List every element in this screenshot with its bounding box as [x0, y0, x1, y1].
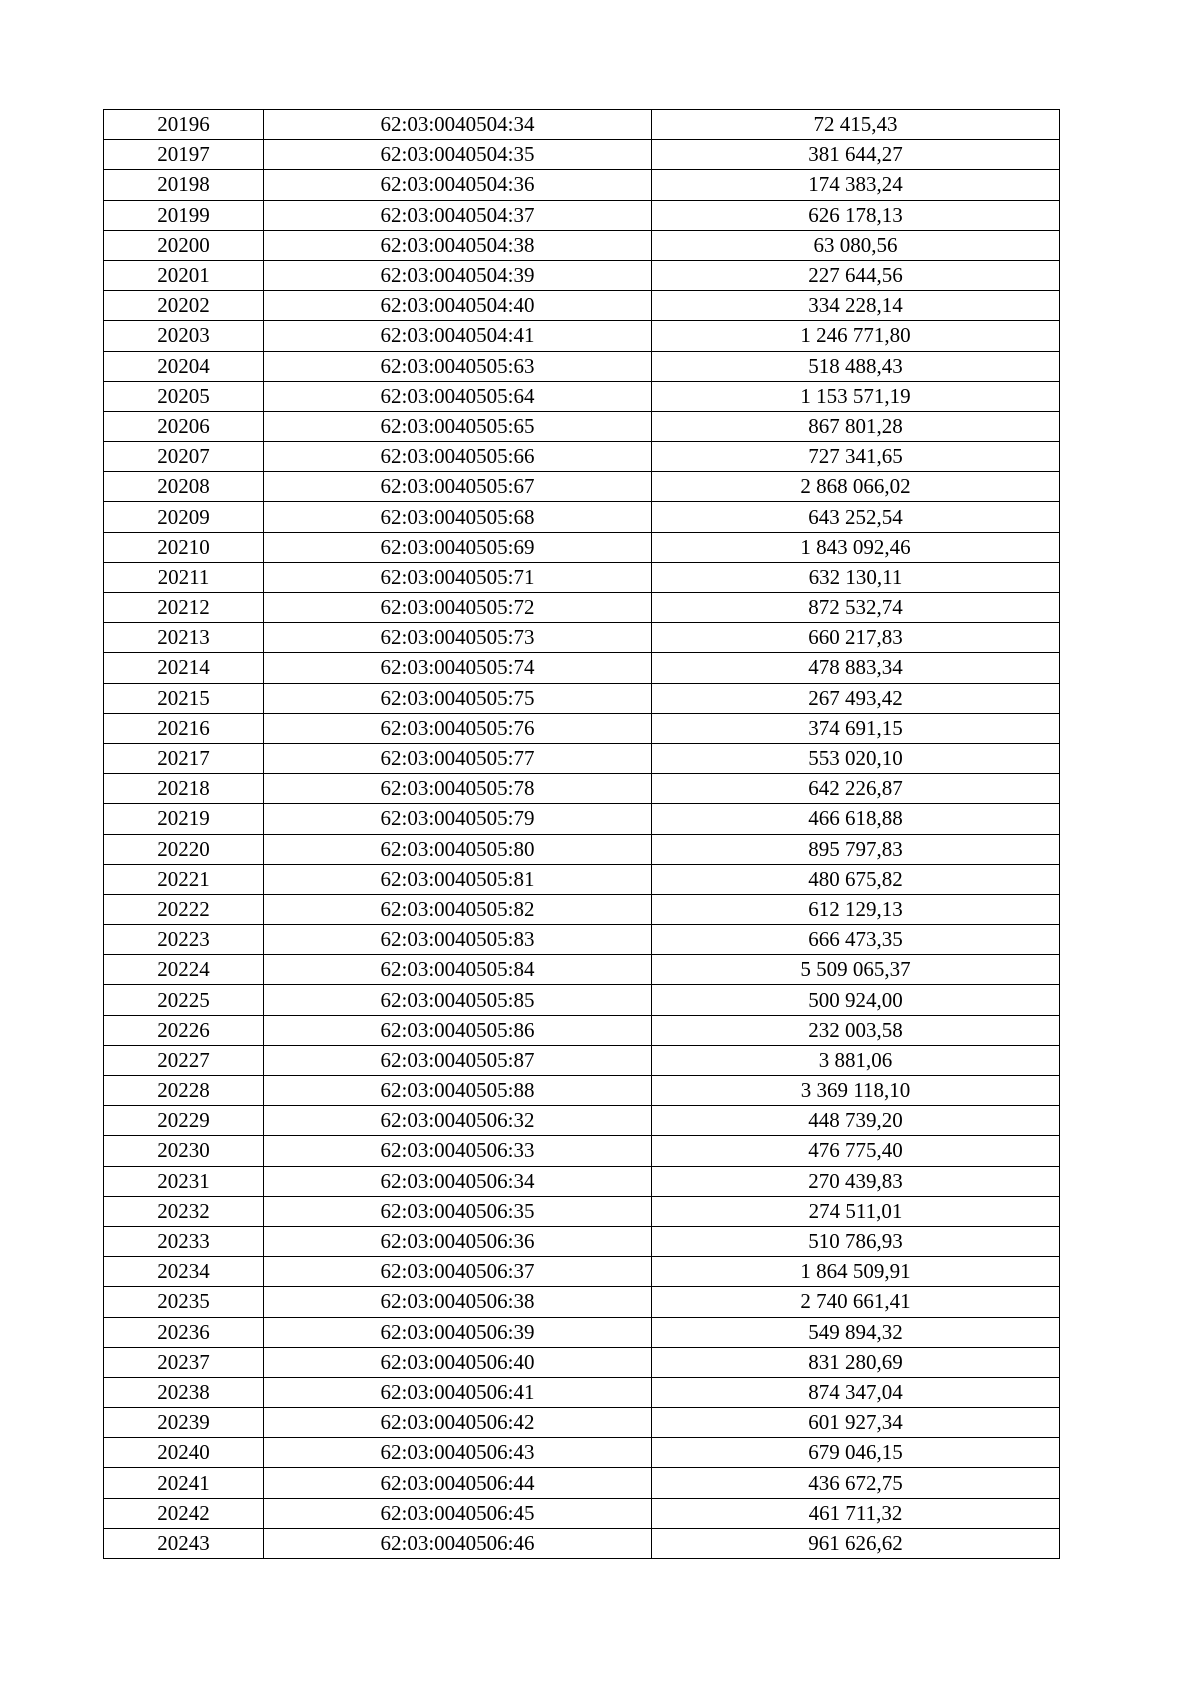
- cadastral-value-cell: 660 217,83: [652, 623, 1060, 653]
- table-row: [104, 381, 1060, 411]
- cadastral-number-cell: 62:03:0040505:67: [264, 472, 652, 502]
- table-row: [104, 170, 1060, 200]
- cadastral-number-cell: 62:03:0040505:68: [264, 502, 652, 532]
- cadastral-value-cell: 232 003,58: [652, 1015, 1060, 1045]
- cadastral-number-cell: 62:03:0040505:66: [264, 442, 652, 472]
- cadastral-value-cell: 270 439,83: [652, 1166, 1060, 1196]
- table-row: [104, 1408, 1060, 1438]
- cadastral-value-cell: 601 927,34: [652, 1408, 1060, 1438]
- cadastral-number-cell: 62:03:0040504:34: [264, 110, 652, 140]
- cadastral-value-cell: 3 881,06: [652, 1045, 1060, 1075]
- row-number-cell: 20234: [104, 1257, 264, 1287]
- cadastral-number-cell: 62:03:0040506:36: [264, 1226, 652, 1256]
- row-number-cell: 20212: [104, 593, 264, 623]
- table-row: [104, 894, 1060, 924]
- cadastral-value-cell: 227 644,56: [652, 260, 1060, 290]
- row-number-cell: 20240: [104, 1438, 264, 1468]
- row-number-cell: 20213: [104, 623, 264, 653]
- table-row: [104, 291, 1060, 321]
- cadastral-value-cell: 500 924,00: [652, 985, 1060, 1015]
- cadastral-value-cell: 381 644,27: [652, 140, 1060, 170]
- cadastral-value-cell: 642 226,87: [652, 774, 1060, 804]
- table-row: [104, 442, 1060, 472]
- table-row: [104, 1076, 1060, 1106]
- cadastral-number-cell: 62:03:0040504:38: [264, 230, 652, 260]
- table-row: [104, 1287, 1060, 1317]
- cadastral-number-cell: 62:03:0040506:42: [264, 1408, 652, 1438]
- cadastral-value-cell: 5 509 065,37: [652, 955, 1060, 985]
- cadastral-value-cell: 510 786,93: [652, 1226, 1060, 1256]
- cadastral-value-cell: 1 864 509,91: [652, 1257, 1060, 1287]
- row-number-cell: 20243: [104, 1528, 264, 1558]
- cadastral-number-cell: 62:03:0040504:39: [264, 260, 652, 290]
- cadastral-number-cell: 62:03:0040505:88: [264, 1076, 652, 1106]
- cadastral-number-cell: 62:03:0040505:77: [264, 743, 652, 773]
- table-row: [104, 955, 1060, 985]
- row-number-cell: 20207: [104, 442, 264, 472]
- cadastral-value-cell: 632 130,11: [652, 562, 1060, 592]
- cadastral-value-cell: 666 473,35: [652, 925, 1060, 955]
- cadastral-value-cell: 72 415,43: [652, 110, 1060, 140]
- cadastral-value-cell: 518 488,43: [652, 351, 1060, 381]
- table-row: [104, 804, 1060, 834]
- cadastral-value-cell: 874 347,04: [652, 1377, 1060, 1407]
- row-number-cell: 20235: [104, 1287, 264, 1317]
- row-number-cell: 20216: [104, 713, 264, 743]
- row-number-cell: 20228: [104, 1076, 264, 1106]
- table-row: [104, 713, 1060, 743]
- cadastral-number-cell: 62:03:0040505:73: [264, 623, 652, 653]
- table-row: [104, 1136, 1060, 1166]
- row-number-cell: 20223: [104, 925, 264, 955]
- cadastral-number-cell: 62:03:0040506:32: [264, 1106, 652, 1136]
- cadastral-number-cell: 62:03:0040506:35: [264, 1196, 652, 1226]
- table-row: [104, 985, 1060, 1015]
- row-number-cell: 20238: [104, 1377, 264, 1407]
- cadastral-value-cell: 895 797,83: [652, 834, 1060, 864]
- table-row: [104, 864, 1060, 894]
- table-row: [104, 1015, 1060, 1045]
- cadastral-number-cell: 62:03:0040505:84: [264, 955, 652, 985]
- row-number-cell: 20202: [104, 291, 264, 321]
- cadastral-value-cell: 831 280,69: [652, 1347, 1060, 1377]
- row-number-cell: 20208: [104, 472, 264, 502]
- cadastral-number-cell: 62:03:0040505:74: [264, 653, 652, 683]
- row-number-cell: 20199: [104, 200, 264, 230]
- row-number-cell: 20222: [104, 894, 264, 924]
- table-row: [104, 472, 1060, 502]
- row-number-cell: 20237: [104, 1347, 264, 1377]
- cadastral-number-cell: 62:03:0040506:45: [264, 1498, 652, 1528]
- table-row: [104, 1347, 1060, 1377]
- cadastral-number-cell: 62:03:0040504:41: [264, 321, 652, 351]
- table-row: [104, 351, 1060, 381]
- row-number-cell: 20231: [104, 1166, 264, 1196]
- table-row: [104, 1528, 1060, 1558]
- cadastral-value-cell: 727 341,65: [652, 442, 1060, 472]
- cadastral-value-cell: 334 228,14: [652, 291, 1060, 321]
- table-row: [104, 321, 1060, 351]
- cadastral-value-cell: 679 046,15: [652, 1438, 1060, 1468]
- cadastral-value-cell: 478 883,34: [652, 653, 1060, 683]
- cadastral-number-cell: 62:03:0040504:35: [264, 140, 652, 170]
- row-number-cell: 20242: [104, 1498, 264, 1528]
- row-number-cell: 20239: [104, 1408, 264, 1438]
- cadastral-number-cell: 62:03:0040505:83: [264, 925, 652, 955]
- cadastral-number-cell: 62:03:0040506:38: [264, 1287, 652, 1317]
- table-row: [104, 532, 1060, 562]
- row-number-cell: 20205: [104, 381, 264, 411]
- cadastral-value-cell: 553 020,10: [652, 743, 1060, 773]
- row-number-cell: 20211: [104, 562, 264, 592]
- table-row: [104, 140, 1060, 170]
- cadastral-number-cell: 62:03:0040505:78: [264, 774, 652, 804]
- table-row: [104, 562, 1060, 592]
- table-row: [104, 1045, 1060, 1075]
- cadastral-value-cell: 2 868 066,02: [652, 472, 1060, 502]
- table-row: [104, 1226, 1060, 1256]
- row-number-cell: 20197: [104, 140, 264, 170]
- cadastral-number-cell: 62:03:0040505:75: [264, 683, 652, 713]
- cadastral-number-cell: 62:03:0040506:37: [264, 1257, 652, 1287]
- cadastral-value-cell: 2 740 661,41: [652, 1287, 1060, 1317]
- table-row: [104, 1106, 1060, 1136]
- row-number-cell: 20198: [104, 170, 264, 200]
- row-number-cell: 20229: [104, 1106, 264, 1136]
- table-row: [104, 260, 1060, 290]
- cadastral-value-cell: 1 246 771,80: [652, 321, 1060, 351]
- row-number-cell: 20233: [104, 1226, 264, 1256]
- cadastral-number-cell: 62:03:0040506:40: [264, 1347, 652, 1377]
- row-number-cell: 20230: [104, 1136, 264, 1166]
- table-row: [104, 834, 1060, 864]
- table-row: [104, 925, 1060, 955]
- table-row: [104, 502, 1060, 532]
- cadastral-value-cell: 1 843 092,46: [652, 532, 1060, 562]
- row-number-cell: 20225: [104, 985, 264, 1015]
- cadastral-value-cell: 461 711,32: [652, 1498, 1060, 1528]
- row-number-cell: 20232: [104, 1196, 264, 1226]
- cadastral-number-cell: 62:03:0040506:39: [264, 1317, 652, 1347]
- cadastral-number-cell: 62:03:0040504:40: [264, 291, 652, 321]
- table-row: [104, 200, 1060, 230]
- table-row: [104, 653, 1060, 683]
- cadastral-number-cell: 62:03:0040506:33: [264, 1136, 652, 1166]
- cadastral-number-cell: 62:03:0040505:86: [264, 1015, 652, 1045]
- cadastral-value-cell: 374 691,15: [652, 713, 1060, 743]
- cadastral-number-cell: 62:03:0040505:85: [264, 985, 652, 1015]
- row-number-cell: 20218: [104, 774, 264, 804]
- cadastral-value-cell: 267 493,42: [652, 683, 1060, 713]
- cadastral-number-cell: 62:03:0040505:76: [264, 713, 652, 743]
- cadastral-value-cell: 174 383,24: [652, 170, 1060, 200]
- table-row: [104, 230, 1060, 260]
- cadastral-value-table: [103, 109, 1060, 1559]
- cadastral-number-cell: 62:03:0040504:37: [264, 200, 652, 230]
- cadastral-number-cell: 62:03:0040506:34: [264, 1166, 652, 1196]
- table-row: [104, 1498, 1060, 1528]
- cadastral-value-cell: 626 178,13: [652, 200, 1060, 230]
- row-number-cell: 20215: [104, 683, 264, 713]
- table-row: [104, 1166, 1060, 1196]
- cadastral-number-cell: 62:03:0040505:80: [264, 834, 652, 864]
- row-number-cell: 20241: [104, 1468, 264, 1498]
- cadastral-value-cell: 549 894,32: [652, 1317, 1060, 1347]
- table-row: [104, 623, 1060, 653]
- cadastral-value-cell: 63 080,56: [652, 230, 1060, 260]
- cadastral-value-cell: 612 129,13: [652, 894, 1060, 924]
- table-row: [104, 110, 1060, 140]
- cadastral-value-cell: 274 511,01: [652, 1196, 1060, 1226]
- table-row: [104, 1196, 1060, 1226]
- cadastral-number-cell: 62:03:0040506:46: [264, 1528, 652, 1558]
- cadastral-number-cell: 62:03:0040505:72: [264, 593, 652, 623]
- cadastral-value-cell: 1 153 571,19: [652, 381, 1060, 411]
- cadastral-number-cell: 62:03:0040505:64: [264, 381, 652, 411]
- cadastral-number-cell: 62:03:0040505:71: [264, 562, 652, 592]
- cadastral-value-cell: 867 801,28: [652, 411, 1060, 441]
- cadastral-value-cell: 436 672,75: [652, 1468, 1060, 1498]
- row-number-cell: 20220: [104, 834, 264, 864]
- cadastral-number-cell: 62:03:0040505:63: [264, 351, 652, 381]
- cadastral-number-cell: 62:03:0040505:69: [264, 532, 652, 562]
- table-row: [104, 774, 1060, 804]
- cadastral-number-cell: 62:03:0040504:36: [264, 170, 652, 200]
- table-row: [104, 1317, 1060, 1347]
- row-number-cell: 20206: [104, 411, 264, 441]
- row-number-cell: 20204: [104, 351, 264, 381]
- table-row: [104, 1377, 1060, 1407]
- row-number-cell: 20219: [104, 804, 264, 834]
- row-number-cell: 20236: [104, 1317, 264, 1347]
- row-number-cell: 20210: [104, 532, 264, 562]
- cadastral-value-cell: 872 532,74: [652, 593, 1060, 623]
- cadastral-number-cell: 62:03:0040506:44: [264, 1468, 652, 1498]
- row-number-cell: 20221: [104, 864, 264, 894]
- row-number-cell: 20226: [104, 1015, 264, 1045]
- cadastral-number-cell: 62:03:0040506:41: [264, 1377, 652, 1407]
- row-number-cell: 20203: [104, 321, 264, 351]
- table-row: [104, 1438, 1060, 1468]
- cadastral-number-cell: 62:03:0040505:81: [264, 864, 652, 894]
- table-row: [104, 411, 1060, 441]
- table-row: [104, 1257, 1060, 1287]
- cadastral-value-cell: 961 626,62: [652, 1528, 1060, 1558]
- cadastral-number-cell: 62:03:0040505:79: [264, 804, 652, 834]
- cadastral-value-cell: 476 775,40: [652, 1136, 1060, 1166]
- table-row: [104, 593, 1060, 623]
- cadastral-value-cell: 448 739,20: [652, 1106, 1060, 1136]
- cadastral-value-cell: 643 252,54: [652, 502, 1060, 532]
- table-row: [104, 1468, 1060, 1498]
- row-number-cell: 20214: [104, 653, 264, 683]
- cadastral-number-cell: 62:03:0040506:43: [264, 1438, 652, 1468]
- row-number-cell: 20201: [104, 260, 264, 290]
- cadastral-value-cell: 3 369 118,10: [652, 1076, 1060, 1106]
- cadastral-value-cell: 466 618,88: [652, 804, 1060, 834]
- cadastral-number-cell: 62:03:0040505:82: [264, 894, 652, 924]
- row-number-cell: 20209: [104, 502, 264, 532]
- cadastral-number-cell: 62:03:0040505:87: [264, 1045, 652, 1075]
- table-row: [104, 683, 1060, 713]
- row-number-cell: 20217: [104, 743, 264, 773]
- table-row: [104, 743, 1060, 773]
- cadastral-number-cell: 62:03:0040505:65: [264, 411, 652, 441]
- table-body: [104, 110, 1060, 1559]
- row-number-cell: 20227: [104, 1045, 264, 1075]
- row-number-cell: 20196: [104, 110, 264, 140]
- row-number-cell: 20200: [104, 230, 264, 260]
- row-number-cell: 20224: [104, 955, 264, 985]
- cadastral-value-cell: 480 675,82: [652, 864, 1060, 894]
